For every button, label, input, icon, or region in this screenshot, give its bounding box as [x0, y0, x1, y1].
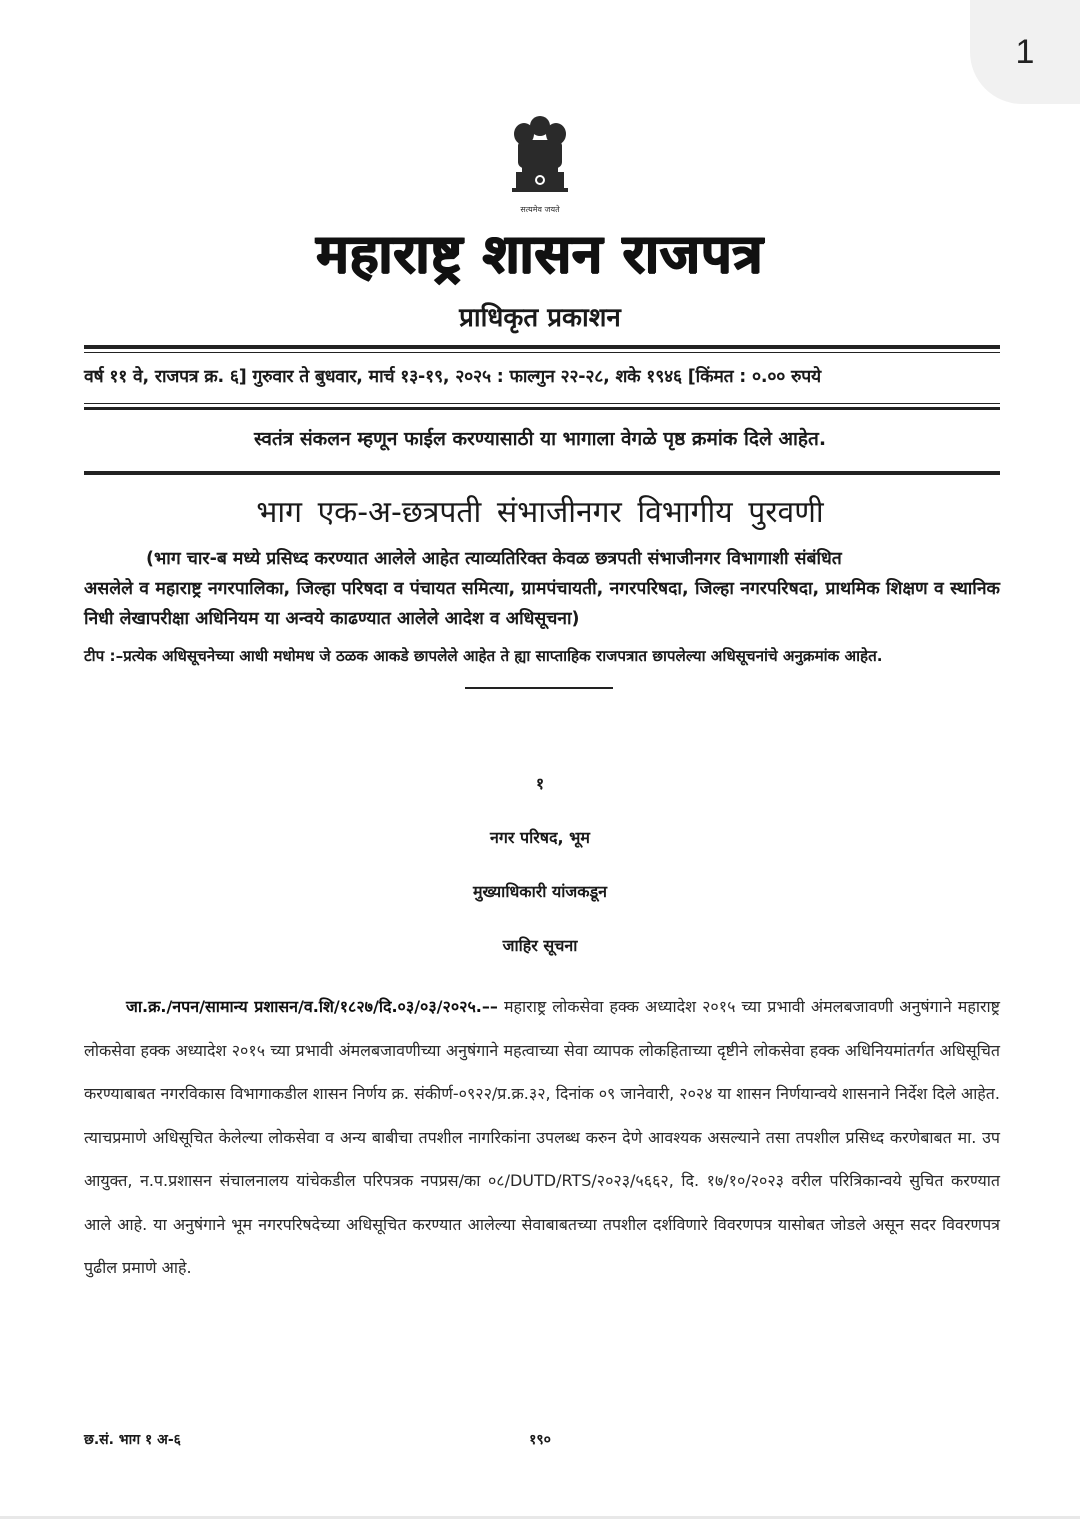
notice-heading: जाहिर सूचना [502, 936, 578, 955]
part-title: भाग एक-अ-छत्रपती संभाजीनगर विभागीय पुरवणी [256, 495, 824, 530]
footer-part-label: छ.सं. भाग १ अ-६ [84, 1432, 181, 1448]
notice-issuer: मुख्याधिकारी यांजकडून [472, 882, 608, 901]
gazette-masthead: महाराष्ट्र शासन राजपत्र [316, 222, 764, 285]
page-bottom-edge [0, 1516, 1080, 1519]
notice-serial: १ [535, 774, 545, 793]
notice-reference: जा.क्र./नपन/सामान्य प्रशासन/व.शि/१८२७/दि.०३/०३/२०२५.–– [126, 997, 498, 1016]
page-number-badge: 1 [970, 0, 1080, 104]
issue-details: वर्ष ११ वे, राजपत्र क्र. ६] गुरुवार ते बुधवार, मार्च १३-१९, २०२५ : फाल्गुन २२-२८, शके १९४६ [किंमत : ०.०० रुपये [84, 367, 821, 387]
notice-body-text: महाराष्ट्र लोकसेवा हक्क अध्यादेश २०१५ च्या प्रभावी अंमलबजावणी अनुषंगाने महाराष्ट्र लोकसेवा हक्क अध्यादेश २०१५ च्या प्रभावी अंमलबजावणीच्या अनुषंगाने महत्वाच्या सेवा व्यापक लोकहिताच्या दृष्टीने लोकसेवा हक्क अधिनियमांतर्गत अधिसूचित करण्याबाबत नगरविकास विभागाकडील शासन निर्णय क्र. संकीर्ण-०९२२/प्र.क्र.३२, दिनांक ०९ जानेवारी, २०२४ या शासन निर्णयान्वये शासनाने निर्देश दिले आहेत. त्याचप्रमाणे अधिसूचित केलेल्या लोकसेवा व अन्य बाबीचा तपशील नागरिकांना उपलब्ध करुन देणे आवश्यक असल्याने तसा तपशील प्रसिध्द करणेबाबत मा. उप आयुक्त, न.प.प्रशासन संचालनालय यांचेकडील परिपत्रक नपप्रस/का ०८/DUTD/RTS/२०२३/५६६२, दि. १७/१०/२०२३ वरील परित्रिकान्वये सुचित करण्यात आले आहे. या अनुषंगाने भूम नगरपरिषदेच्या अधिसूचित करण्यात आलेल्या सेवाबाबतच्या तपशील दर्शविणारे विवरणपत्र यासोबत जोडले असून सदर विवरणपत्र पुढील प्रमाणे आहे. [84, 997, 1000, 1277]
part-description [84, 544, 1000, 634]
footer-page-number: १९० [529, 1432, 551, 1448]
issue-divider-thick [84, 407, 1000, 410]
notice-body [84, 985, 1000, 1290]
part-divider [84, 471, 1000, 475]
part-description-first: (भाग चार-ब मध्ये प्रसिध्द करण्यात आलेले आहेत त्याव्यतिरिक्त केवळ छत्रपती संभाजीनगर विभागाशी संबंधित [146, 549, 842, 569]
issue-divider-thin [84, 403, 1000, 404]
emblem-motto: सत्यमेव जयते [520, 205, 560, 214]
header-divider-thick [84, 345, 1000, 349]
section-divider [465, 687, 613, 689]
pagination-note: स्वतंत्र संकलन म्हणून फाईल करण्यासाठी या भागाला वेगळे पृष्ठ क्रमांक दिले आहेत. [253, 428, 827, 450]
part-description-rest: असलेले व महाराष्ट्र नगरपालिका, जिल्हा परिषदा व पंचायत समित्या, ग्रामपंचायती, नगरपरिषदा, जिल्हा नगरपरिषदा, प्राथमिक शिक्षण व स्थानिक निधी लेखापरीक्षा अधिनियम या अन्वये काढण्यात आलेले आदेश व अधिसूचना) [84, 579, 1000, 629]
header-divider-thin [84, 352, 1000, 353]
part-tip: टीप :–प्रत्येक अधिसूचनेच्या आधी मधोमध जे ठळक आकडे छापलेले आहेत ते ह्या साप्ताहिक राजपत्रात छापलेल्या अधिसूचनांचे अनुक्रमांक आहेत. [84, 647, 883, 665]
notice-office: नगर परिषद, भूम [490, 828, 590, 847]
state-emblem-icon [500, 110, 580, 220]
gazette-subtitle: प्राधिकृत प्रकाशन [459, 303, 621, 333]
